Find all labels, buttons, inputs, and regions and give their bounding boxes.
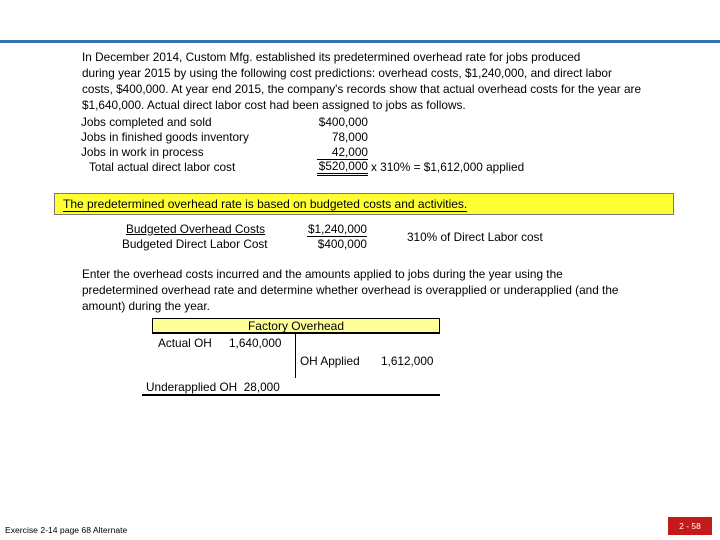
cost-row-completed xyxy=(81,115,541,130)
footer-reference: Exercise 2-14 page 68 Alternate xyxy=(5,525,128,535)
predetermined-rate-formula xyxy=(122,222,582,254)
t-account-title: Factory Overhead xyxy=(247,319,345,333)
callout-text: The predetermined overhead rate is based on budgeted costs and activities. xyxy=(63,197,468,211)
intro-line: $1,640,000. Actual direct labor cost had been assigned to jobs as follows. xyxy=(82,98,466,112)
cost-label: Jobs completed and sold xyxy=(81,115,212,129)
cost-label: Total actual direct labor cost xyxy=(89,160,236,174)
cost-label: Jobs in finished goods inventory xyxy=(81,130,249,144)
cost-value: $520,000 xyxy=(317,160,368,176)
rate-basis-callout xyxy=(54,193,674,215)
cost-value: 42,000 xyxy=(317,145,368,160)
cost-value: $400,000 xyxy=(318,115,368,129)
t-credit-value: 1,612,000 xyxy=(381,354,434,368)
intro-line: during year 2015 by using the following cost predictions: overhead costs, $1,240,000, and direct labor xyxy=(82,66,612,80)
t-account-bottom-rule xyxy=(142,394,440,396)
cost-row-total xyxy=(81,160,541,175)
task-line: amount) during the year. xyxy=(82,299,210,313)
intro-line: costs, $400,000. At year end 2015, the company's records show that actual overhead costs for the year are xyxy=(82,82,641,96)
cost-label: Jobs in work in process xyxy=(81,145,204,159)
ratio-denominator-label: Budgeted Direct Labor Cost xyxy=(122,237,268,251)
cost-row-finished-goods xyxy=(81,130,541,145)
t-debit-value: 1,640,000 xyxy=(229,336,282,350)
page-number-badge: 2 - 58 xyxy=(668,517,712,535)
intro-line: In December 2014, Custom Mfg. established its predetermined overhead rate for jobs produced xyxy=(82,50,581,64)
ratio-denominator-value: $400,000 xyxy=(317,237,367,251)
problem-statement xyxy=(82,49,667,113)
t-balance-value: 28,000 xyxy=(243,380,280,394)
ratio-numerator-label: Budgeted Overhead Costs xyxy=(126,222,266,236)
direct-labor-cost-table xyxy=(81,115,541,175)
applied-overhead-calc: x 310% = $1,612,000 applied xyxy=(371,160,525,174)
ratio-numerator-value: $1,240,000 xyxy=(307,222,367,236)
ratio-result: 310% of Direct Labor cost xyxy=(407,230,543,244)
t-account-divider xyxy=(295,334,296,378)
cost-row-wip xyxy=(81,145,541,160)
task-instructions xyxy=(82,266,642,314)
t-balance-label: Underapplied OH xyxy=(146,380,238,394)
t-balance-row xyxy=(146,380,280,394)
cost-value: 78,000 xyxy=(331,130,368,144)
t-credit-label: OH Applied xyxy=(300,354,360,368)
t-debit-label: Actual OH xyxy=(158,336,212,350)
task-line: Enter the overhead costs incurred and the amounts applied to jobs during the year using the xyxy=(82,267,563,281)
t-account-header xyxy=(152,318,440,334)
top-accent-rule xyxy=(0,40,720,43)
task-line: predetermined overhead rate and determine whether overhead is overapplied or underapplied (and the xyxy=(82,283,619,297)
